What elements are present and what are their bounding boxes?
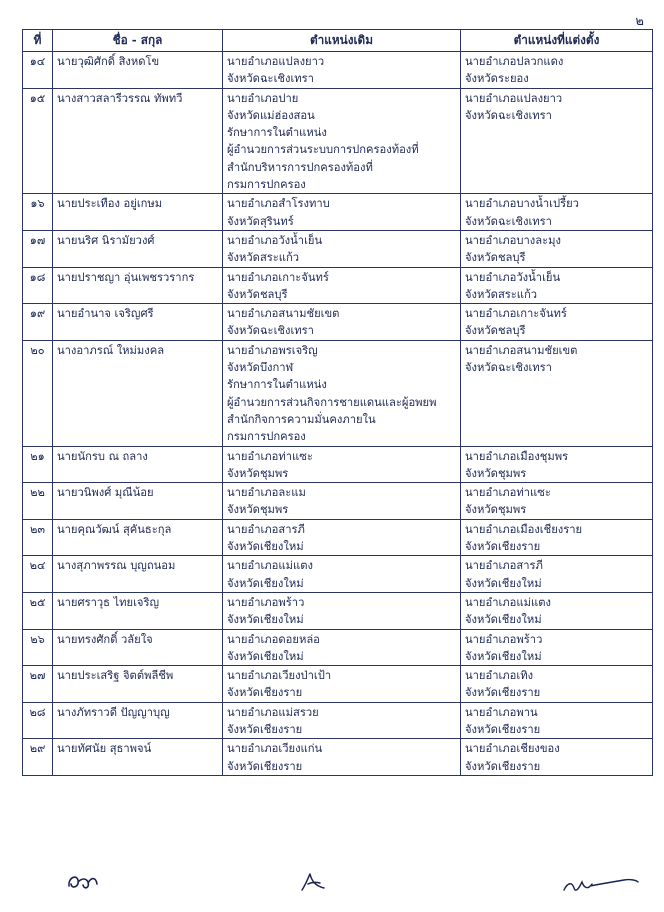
table-row [23,88,653,194]
old-position-line: นายอำเภอสนามชัยเขต [227,307,340,321]
old-position-cell [223,88,461,194]
row-number: ๒๐ [23,340,53,446]
table-row [23,267,653,304]
old-position-cell [223,519,461,556]
new-position-line: จังหวัดชุมพร [465,503,527,517]
new-position-line: นายอำเภอสนามชัยเขต [465,343,578,357]
new-position-cell [461,592,653,629]
old-position-line: จังหวัดสระแก้ว [227,251,300,265]
new-position-cell [461,629,653,666]
old-position-line: จังหวัดแม่ฮ่องสอน [227,108,315,122]
table-row [23,519,653,556]
table-row [23,739,653,776]
person-name: นายประเทือง อยู่เกษม [53,194,223,231]
new-position-line: นายอำเภอเชียงของ [465,742,560,756]
new-position-line: นายอำเภอเกาะจันทร์ [465,307,567,321]
old-position-line: จังหวัดเชียงราย [227,722,303,736]
old-position-line: นายอำเภอเกาะจันทร์ [227,270,329,284]
row-number: ๒๘ [23,702,53,739]
table-row [23,629,653,666]
old-position-line: จังหวัดชลบุรี [227,287,288,301]
old-position-line: สำนักบริหารการปกครองท้องที่ [227,160,373,174]
new-position-line: จังหวัดชลบุรี [465,251,526,265]
old-position-cell [223,702,461,739]
old-position-line: นายอำเภอวังน้ำเย็น [227,233,323,247]
old-position-line: นายอำเภอแม่สรวย [227,705,319,719]
row-number: ๒๓ [23,519,53,556]
table-header-row [23,30,653,52]
page-number: ๒ [635,14,644,29]
new-position-cell [461,304,653,341]
old-position-cell [223,592,461,629]
table-row [23,483,653,520]
old-position-cell [223,666,461,703]
old-position-line: ผู้อำนวยการส่วนกิจการชายแดนและผู้อพยพ [227,395,437,409]
table-row [23,194,653,231]
handwritten-mark-icon [298,870,328,894]
table-row [23,666,653,703]
person-name: นางอาภรณ์ ใหม่มงคล [53,340,223,446]
old-position-line: นายอำเภอสำโรงทาบ [227,197,330,211]
new-position-line: นายอำเภอท่าแซะ [465,486,551,500]
old-position-line: จังหวัดเชียงใหม่ [227,540,304,554]
old-position-line: จังหวัดฉะเชิงเทรา [227,324,314,338]
person-name: นายทัศนัย สุธาพจน์ [53,739,223,776]
old-position-line: นายอำเภอดอยหล่อ [227,632,320,646]
new-position-cell [461,519,653,556]
new-position-cell [461,666,653,703]
row-number: ๒๙ [23,739,53,776]
new-position-line: จังหวัดชุมพร [465,466,527,480]
new-position-line: จังหวัดชลบุรี [465,324,526,338]
new-position-cell [461,340,653,446]
row-number: ๑๗ [23,230,53,267]
person-name: นางสาวสลารีวรรณ ทัพทวี [53,88,223,194]
table-row [23,52,653,89]
new-position-cell [461,446,653,483]
table-row [23,592,653,629]
person-name: นายปราชญา อุ่นเพชรวรากร [53,267,223,304]
old-position-line: รักษาการในตำแหน่ง [227,126,327,140]
header-old-position: ตำแหน่งเดิม [223,30,461,52]
new-position-line: จังหวัดเชียงราย [465,759,541,773]
new-position-line: นายอำเภอพาน [465,705,538,719]
new-position-line: จังหวัดฉะเชิงเทรา [465,108,552,122]
initials-signature-center [298,870,328,894]
person-name: นางภัทราวดี ปัญญาบุญ [53,702,223,739]
old-position-line: นายอำเภอแปลงยาว [227,55,325,68]
old-position-line: จังหวัดเชียงใหม่ [227,576,304,590]
table-row [23,340,653,446]
header-name: ชื่อ - สกุล [53,30,223,52]
new-position-line: นายอำเภอบางน้ำเปรี้ยว [465,197,579,211]
old-position-line: รักษาการในตำแหน่ง [227,378,327,392]
new-position-line: นายอำเภอแปลงยาว [465,91,563,105]
old-position-cell [223,267,461,304]
old-position-line: สำนักกิจการความมั่นคงภายใน [227,412,376,426]
new-position-cell [461,88,653,194]
new-position-line: นายอำเภอปลวกแดง [465,55,564,68]
header-new-position: ตำแหน่งที่แต่งตั้ง [461,30,653,52]
new-position-line: จังหวัดเชียงใหม่ [465,613,542,627]
row-number: ๑๔ [23,52,53,89]
appointment-table [22,29,653,776]
old-position-line: นายอำเภอละแม [227,486,306,500]
old-position-line: นายอำเภอปาย [227,91,299,105]
table-row [23,556,653,593]
old-position-line: จังหวัดเชียงใหม่ [227,613,304,627]
old-position-line: จังหวัดสุรินทร์ [227,214,294,228]
old-position-cell [223,52,461,89]
person-name: นายวุฒิศักดิ์ สิงหดโข [53,52,223,89]
new-position-cell [461,52,653,89]
old-position-line: จังหวัดชุมพร [227,466,289,480]
initials-signature-left [66,868,100,894]
new-position-line: นายอำเภอเทิง [465,669,534,683]
new-position-cell [461,194,653,231]
new-position-line: จังหวัดเชียงราย [465,722,541,736]
old-position-cell [223,194,461,231]
new-position-cell [461,483,653,520]
old-position-cell [223,556,461,593]
old-position-line: จังหวัดบึงกาฬ [227,361,294,375]
new-position-line: นายอำเภอวังน้ำเย็น [465,270,561,284]
old-position-line: นายอำเภอพรเจริญ [227,343,318,357]
old-position-line: นายอำเภอเวียงแก่น [227,742,323,756]
old-position-line: กรมการปกครอง [227,430,306,444]
person-name: นางสุภาพรรณ บุญถนอม [53,556,223,593]
old-position-line: จังหวัดเชียงราย [227,686,303,700]
old-position-line: นายอำเภอสารภี [227,522,305,536]
old-position-cell [223,340,461,446]
row-number: ๒๕ [23,592,53,629]
new-position-cell [461,267,653,304]
new-position-line: จังหวัดฉะเชิงเทรา [465,361,552,375]
new-position-line: จังหวัดเชียงราย [465,540,541,554]
new-position-cell [461,739,653,776]
row-number: ๒๔ [23,556,53,593]
table-row [23,230,653,267]
old-position-line: จังหวัดชุมพร [227,503,289,517]
new-position-line: จังหวัดเชียงใหม่ [465,649,542,663]
old-position-cell [223,629,461,666]
old-position-line: นายอำเภอท่าแซะ [227,449,313,463]
old-position-line: จังหวัดเชียงราย [227,759,303,773]
person-name: นายประเสริฐ จิตต์พลีชีพ [53,666,223,703]
row-number: ๑๖ [23,194,53,231]
old-position-line: จังหวัดเชียงใหม่ [227,649,304,663]
old-position-cell [223,230,461,267]
new-position-line: จังหวัดเชียงราย [465,686,541,700]
row-number: ๑๕ [23,88,53,194]
new-position-line: จังหวัดฉะเชิงเทรา [465,214,552,228]
new-position-line: นายอำเภอพร้าว [465,632,543,646]
row-number: ๒๒ [23,483,53,520]
table-body [23,52,653,776]
new-position-line: จังหวัดเชียงใหม่ [465,576,542,590]
new-position-cell [461,230,653,267]
old-position-line: กรมการปกครอง [227,178,306,192]
new-position-line: จังหวัดสระแก้ว [465,287,538,301]
table-row [23,702,653,739]
old-position-line: จังหวัดฉะเชิงเทรา [227,72,314,86]
old-position-line: นายอำเภอเวียงป่าเป้า [227,669,332,683]
new-position-line: นายอำเภอเมืองเชียงราย [465,522,583,536]
row-number: ๒๖ [23,629,53,666]
new-position-cell [461,556,653,593]
header-no: ที่ [23,30,53,52]
new-position-line: จังหวัดระยอง [465,72,529,86]
old-position-cell [223,304,461,341]
person-name: นายศราวุธ ไทยเจริญ [53,592,223,629]
initials-signature-right [560,872,640,900]
old-position-line: ผู้อำนวยการส่วนระบบการปกครองท้องที่ [227,143,419,157]
old-position-cell [223,483,461,520]
new-position-line: นายอำเภอแม่แตง [465,595,551,609]
handwritten-initials-icon [66,868,100,894]
person-name: นายวนิพงศ์ มุณีน้อย [53,483,223,520]
person-name: นายนักรบ ณ ถลาง [53,446,223,483]
row-number: ๒๑ [23,446,53,483]
table-row [23,446,653,483]
person-name: นายคุณวัฒน์ สุคันธะกุล [53,519,223,556]
handwritten-signature-icon [560,872,640,900]
old-position-cell [223,739,461,776]
new-position-line: นายอำเภอเมืองชุมพร [465,449,569,463]
person-name: นายทรงศักดิ์ วลัยใจ [53,629,223,666]
new-position-line: นายอำเภอบางละมุง [465,233,561,247]
old-position-cell [223,446,461,483]
person-name: นายนริศ นิรามัยวงศ์ [53,230,223,267]
row-number: ๒๗ [23,666,53,703]
old-position-line: นายอำเภอพร้าว [227,595,305,609]
old-position-line: นายอำเภอแม่แตง [227,559,313,573]
table-row [23,304,653,341]
row-number: ๑๘ [23,267,53,304]
new-position-line: นายอำเภอสารภี [465,559,543,573]
new-position-cell [461,702,653,739]
person-name: นายอำนาจ เจริญศรี [53,304,223,341]
row-number: ๑๙ [23,304,53,341]
signature-area [0,868,664,912]
